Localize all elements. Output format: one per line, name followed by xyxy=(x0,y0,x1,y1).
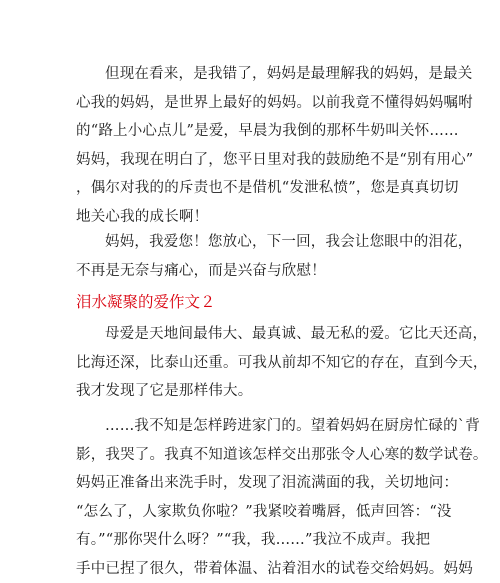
text-line: 妈妈正准备出来洗手时，发现了泪流满面的我，关切地问： xyxy=(76,469,426,498)
section-heading: 泪水凝聚的爱作文２ xyxy=(76,288,216,316)
text-line: “怎么了，人家欺负你啦？”我紧咬着嘴唇，低声回答：“没 xyxy=(76,498,426,527)
text-line: 手中已捏了很久，带着体温、沾着泪水的试卷交给妈妈。妈妈 xyxy=(76,555,426,583)
paragraph-mother-love xyxy=(76,320,426,406)
text-line: 影，我哭了。我真不知道该怎样交出那张令人心寒的数学试卷。 xyxy=(76,441,426,470)
text-line: ……我不知是怎样跨进家门的。望着妈妈在厨房忙碌的`背 xyxy=(76,412,426,441)
text-line: 但现在看来，是我错了，妈妈是最理解我的妈妈，是最关 xyxy=(76,60,426,89)
text-line: 妈妈，我现在明白了，您平日里对我的鼓励绝不是“别有用心” xyxy=(76,146,426,175)
text-line: 比海还深，比泰山还重。可我从前却不知它的存在，直到今天， xyxy=(76,349,426,378)
text-line: 心我的妈妈，是世界上最好的妈妈。以前我竟不懂得妈妈嘱咐 xyxy=(76,89,426,118)
text-line: 的“路上小心点儿”是爱，早晨为我倒的那杯牛奶叫关怀…… xyxy=(76,117,426,146)
text-line: 有。”“那你哭什么呀？”“我，我……”我泣不成声。我把 xyxy=(76,526,426,555)
text-line: 妈妈，我爱您！您放心，下一回，我会让您眼中的泪花， xyxy=(76,228,426,257)
text-line: 我才发现了它是那样伟大。 xyxy=(76,377,426,406)
paragraph-mother-understanding xyxy=(76,60,426,231)
text-line: ，偶尔对我的的斥责也不是借机“发泄私愤”，您是真真切切 xyxy=(76,174,426,203)
text-line: 母爱是天地间最伟大、最真诚、最无私的爱。它比天还高， xyxy=(76,320,426,349)
text-line: 地关心我的成长啊！ xyxy=(76,203,426,232)
paragraph-i-love-you xyxy=(76,228,426,285)
paragraph-exam-story xyxy=(76,412,426,583)
text-line: 不再是无奈与痛心，而是兴奋与欣慰！ xyxy=(76,257,426,286)
